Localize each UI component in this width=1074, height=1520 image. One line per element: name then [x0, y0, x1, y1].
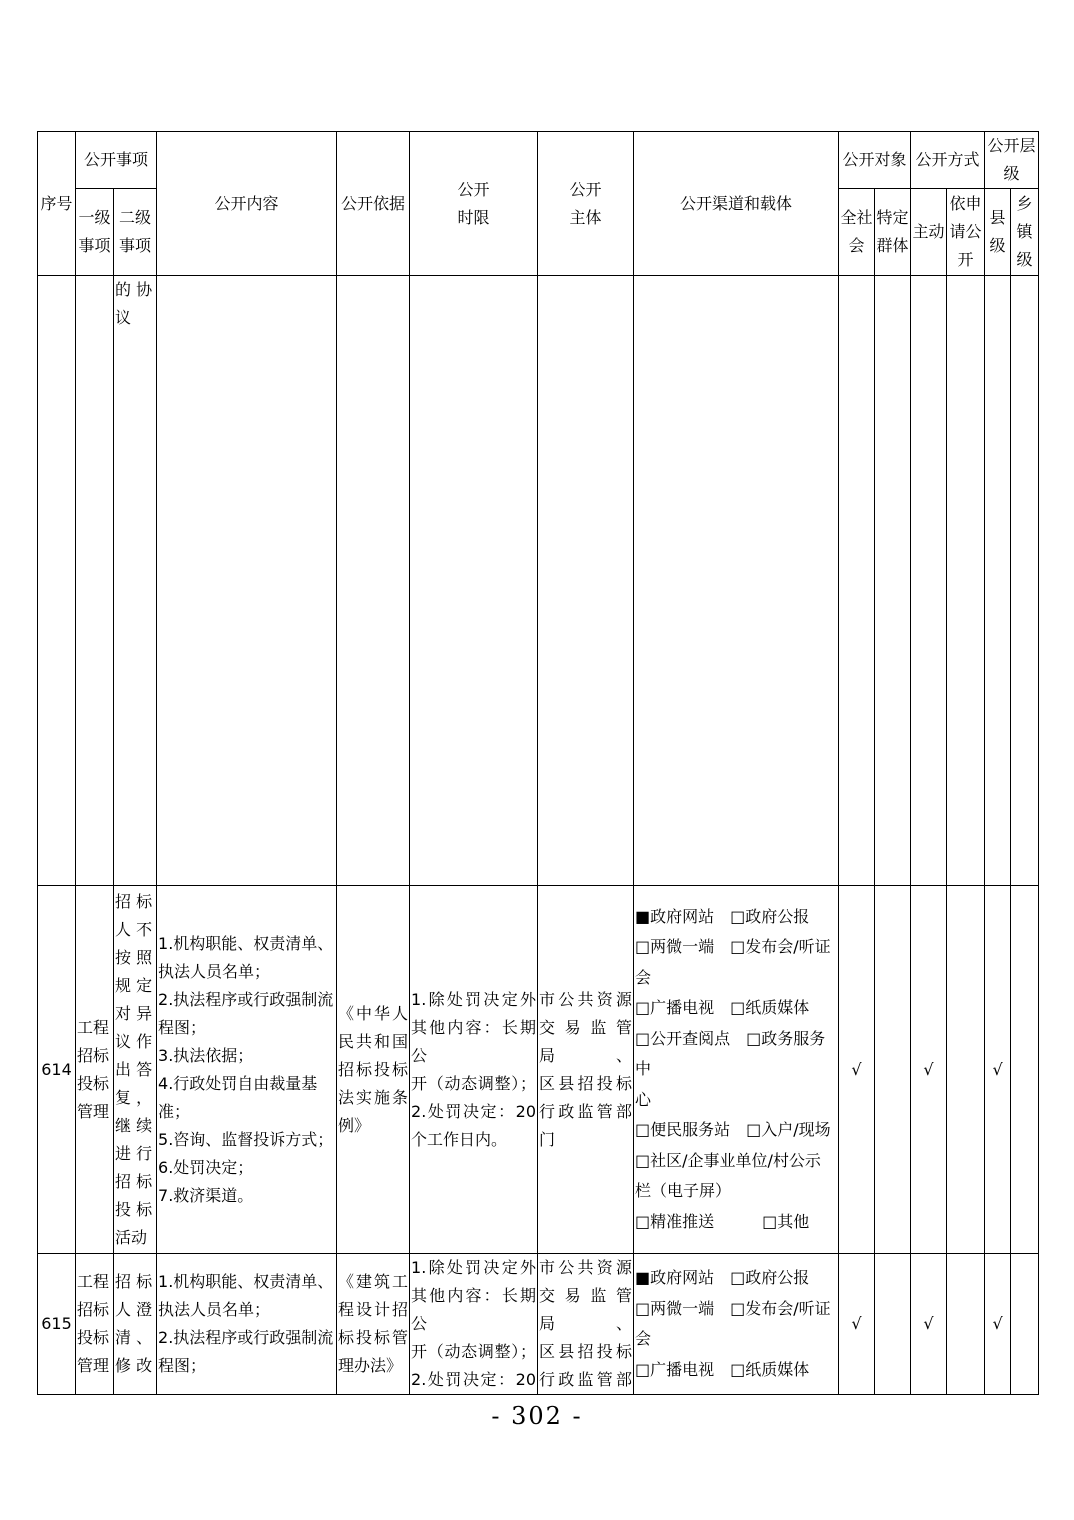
text-line: 心 — [635, 1089, 652, 1109]
cell-target-specific — [875, 276, 911, 886]
table-row — [38, 276, 1039, 886]
header-level-group: 公开层级 — [985, 132, 1039, 189]
cell-mode-request — [947, 1254, 985, 1395]
text-line: 准； — [158, 1101, 191, 1121]
text-line: 2.处罚决定：20 — [411, 1101, 537, 1121]
header-mode-active: 主动 — [911, 189, 947, 276]
cell-mode-active: √ — [911, 1254, 947, 1395]
text-line: 市公共资源 — [539, 1258, 633, 1277]
cell-time-limit — [410, 886, 538, 1254]
text-line: 行政监管部 — [539, 1370, 633, 1389]
cell-level-county — [985, 276, 1011, 886]
text-line: 进 行 — [115, 1143, 153, 1163]
cell-target-specific — [875, 1254, 911, 1395]
cell-subject — [538, 276, 634, 886]
cell-basis — [337, 276, 410, 886]
cell-target-all — [839, 276, 875, 886]
text-line: 其他内容：长期公 — [411, 1286, 537, 1333]
text-line: 按 照 — [115, 947, 153, 967]
cell-channel — [634, 276, 839, 886]
text-line: 清 、 — [115, 1328, 153, 1347]
cell-seq: 615 — [38, 1254, 76, 1395]
cell-level1-text: 工程招标投标管理 — [77, 1017, 110, 1121]
text-line: 1.机构职能、权责清单、 — [158, 933, 334, 953]
cell-level-town — [1011, 886, 1039, 1254]
text-line: 区县招投标 — [539, 1073, 633, 1093]
text-line: 2.执法程序或行政强制流 — [158, 989, 334, 1009]
text-line: 程图； — [158, 1017, 207, 1037]
text-line: 2.处罚决定：20 — [411, 1370, 537, 1389]
cell-content — [157, 276, 337, 886]
header-time-limit-text: 公开时限 — [457, 179, 490, 227]
header-level2: 二级事项 — [114, 189, 157, 276]
text-line: 出 答 — [115, 1059, 153, 1079]
text-line: ■政府网站 □政府公报 — [635, 1268, 810, 1287]
text-line: 个工作日内。 — [411, 1129, 508, 1149]
text-line: 招 标 — [115, 891, 153, 911]
text-line: 法实施条 — [338, 1087, 409, 1107]
text-line: 交易监管局、 — [539, 1017, 633, 1065]
cell-subject — [538, 1254, 634, 1395]
cell-seq: 614 — [38, 886, 76, 1254]
text-line: 7.救济渠道。 — [158, 1185, 254, 1205]
text-line: 程图； — [158, 1356, 207, 1375]
text-line: 行政监管部 — [539, 1101, 633, 1121]
text-line: 《中华人 — [338, 1003, 409, 1023]
cell-mode-request — [947, 886, 985, 1254]
text-line: 其他内容：长期公 — [411, 1017, 537, 1065]
cell-mode-active: √ — [911, 886, 947, 1254]
cell-level1-text: 工程招标投标管理 — [77, 1272, 110, 1375]
text-line: 对 异 — [115, 1003, 153, 1023]
text-line: 理办法》 — [338, 1356, 403, 1375]
text-line: □广播电视 □纸质媒体 — [635, 1359, 810, 1379]
disclosure-table — [37, 131, 1039, 1395]
text-line: 复 ， — [115, 1087, 153, 1107]
header-subject-text: 公开主体 — [569, 179, 602, 227]
text-line: 程设计招 — [338, 1300, 409, 1319]
cell-level2 — [114, 886, 157, 1254]
text-line: ■政府网站 □政府公报 — [635, 906, 810, 926]
text-line: 议 作 — [115, 1031, 153, 1051]
cell-seq — [38, 276, 76, 886]
table-row — [38, 1254, 1039, 1395]
cell-level1 — [76, 1254, 114, 1395]
text-line: 标投标管 — [338, 1328, 409, 1347]
text-line: 《建筑工 — [338, 1272, 409, 1291]
header-level-town: 乡镇级 — [1011, 189, 1039, 276]
page-number: - 302 - — [491, 1402, 583, 1430]
header-subject — [538, 132, 634, 276]
text-line: 执法人员名单； — [158, 961, 271, 981]
text-line: □社区/企事业单位/村公示 — [635, 1150, 821, 1170]
cell-channel — [634, 886, 839, 1254]
text-line: 修 改 — [115, 1356, 153, 1375]
text-line: 1.除处罚决定外 — [411, 1258, 537, 1277]
text-line: 1.除处罚决定外 — [411, 989, 537, 1009]
cell-content — [157, 1254, 337, 1395]
text-line: 招 标 — [115, 1171, 153, 1191]
text-line: 执法人员名单； — [158, 1300, 271, 1319]
text-line: 招标投标 — [338, 1059, 409, 1079]
text-line: 开（动态调整）； — [411, 1342, 537, 1361]
text-line: 栏（电子屏） — [635, 1181, 732, 1201]
header-channel: 公开渠道和载体 — [634, 132, 839, 276]
cell-basis — [337, 886, 410, 1254]
text-line: 继 续 — [115, 1115, 153, 1135]
text-line: 区县招投标 — [539, 1342, 633, 1361]
text-line: 开（动态调整）； — [411, 1073, 537, 1093]
header-level-county: 县级 — [985, 189, 1011, 276]
cell-level1 — [76, 276, 114, 886]
cell-subject — [538, 886, 634, 1254]
header-mode-group: 公开方式 — [911, 132, 985, 189]
header-time-limit — [410, 132, 538, 276]
text-line: 招 标 — [115, 1272, 153, 1291]
cell-target-all: √ — [839, 886, 875, 1254]
cell-channel — [634, 1254, 839, 1395]
text-line: 投 标 — [115, 1199, 153, 1219]
header-item-group: 公开事项 — [76, 132, 157, 189]
cell-content — [157, 886, 337, 1254]
text-line: 会 — [635, 1329, 652, 1348]
cell-target-specific — [875, 886, 911, 1254]
text-line: 1.机构职能、权责清单、 — [158, 1272, 334, 1291]
cell-level-county: √ — [985, 1254, 1011, 1395]
header-target-group: 公开对象 — [839, 132, 911, 189]
text-line: 规 定 — [115, 975, 153, 995]
cell-level2 — [114, 276, 157, 886]
header-basis: 公开依据 — [337, 132, 410, 276]
text-line: 市公共资源 — [539, 989, 633, 1009]
text-line: 人 澄 — [115, 1300, 153, 1319]
cell-level2 — [114, 1254, 157, 1395]
cell-basis — [337, 1254, 410, 1395]
cell-time-limit — [410, 1254, 538, 1395]
text-line: □便民服务站 □入户/现场 — [635, 1120, 831, 1140]
table-row — [38, 886, 1039, 1254]
text-line: 人 不 — [115, 919, 153, 939]
text-line: □精准推送 □其他 — [635, 1211, 810, 1231]
cell-target-all: √ — [839, 1254, 875, 1395]
header-row-1 — [38, 132, 1039, 189]
text-line: 民共和国 — [338, 1031, 409, 1051]
cell-level-town — [1011, 276, 1039, 886]
text-line: □两微一端 □发布会/听证 — [635, 937, 831, 957]
cell-mode-request — [947, 276, 985, 886]
cell-level-county: √ — [985, 886, 1011, 1254]
text-line: 2.执法程序或行政强制流 — [158, 1328, 334, 1347]
header-target-all: 全社会 — [839, 189, 875, 276]
text-line: 会 — [635, 967, 652, 987]
header-content: 公开内容 — [157, 132, 337, 276]
header-target-specific: 特定群体 — [875, 189, 911, 276]
text-line: 议 — [115, 308, 132, 327]
text-line: 例》 — [338, 1115, 371, 1135]
text-line: 门 — [539, 1129, 556, 1149]
cell-time-limit — [410, 276, 538, 886]
cell-mode-active — [911, 276, 947, 886]
cell-level1 — [76, 886, 114, 1254]
text-line: 4.行政处罚自由裁量基 — [158, 1073, 318, 1093]
cell-level-town — [1011, 1254, 1039, 1395]
text-line: □公开查阅点 □政务服务中 — [635, 1028, 826, 1079]
text-line: □两微一端 □发布会/听证 — [635, 1298, 831, 1318]
text-line: 6.处罚决定； — [158, 1157, 254, 1177]
text-line: 的 协 — [115, 280, 153, 299]
header-level1: 一级事项 — [76, 189, 114, 276]
text-line: 活动 — [115, 1227, 148, 1247]
text-line: □广播电视 □纸质媒体 — [635, 998, 810, 1018]
text-line: 3.执法依据； — [158, 1045, 254, 1065]
text-line: 5.咨询、监督投诉方式； — [158, 1129, 334, 1149]
header-mode-request: 依申请公开 — [947, 189, 985, 276]
text-line: 交易监管局、 — [539, 1286, 633, 1333]
header-seq: 序号 — [38, 132, 76, 276]
